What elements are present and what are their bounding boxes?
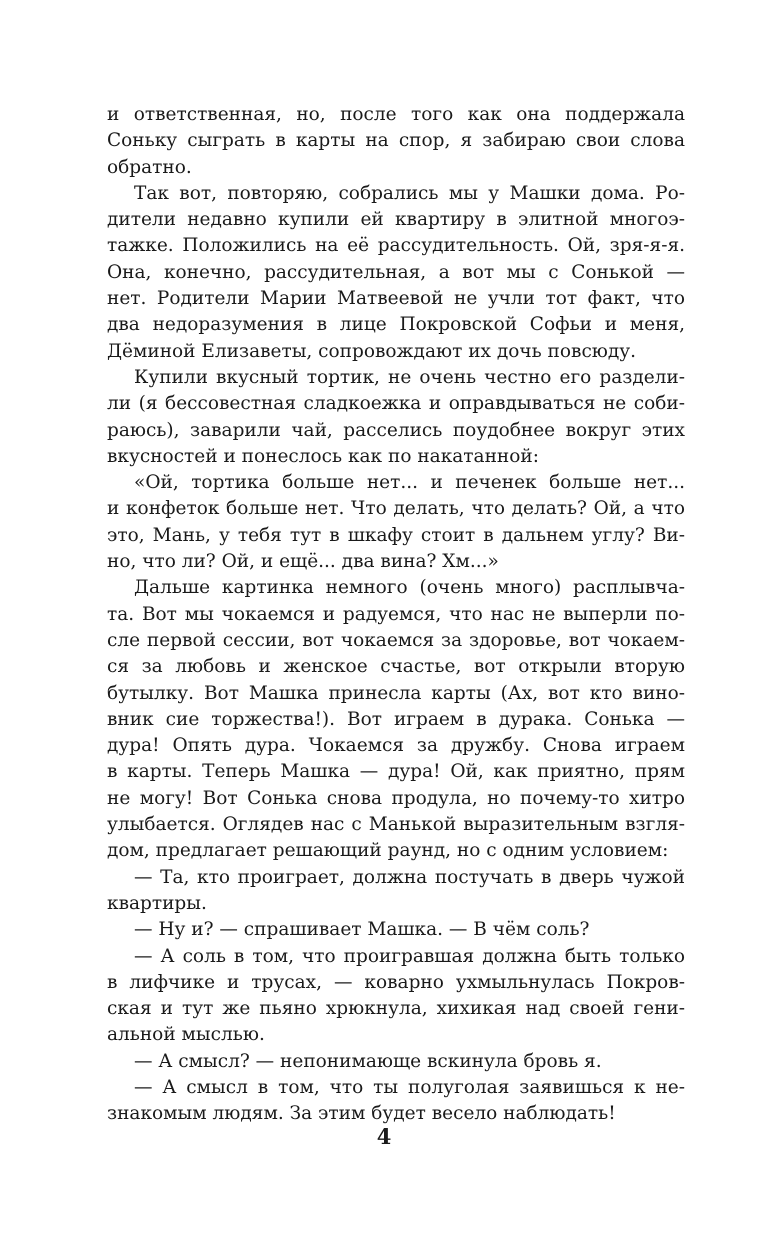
- text-line: Дальше картинка немного (очень много) расплывча-: [134, 577, 685, 599]
- text-line: дители недавно купили ей квартиру в элитной многоэ-: [107, 209, 685, 231]
- text-line: в лифчике и трусах, — коварно ухмыльнулась Покров-: [107, 971, 685, 993]
- text-line: и конфеток больше нет. Что делать, что делать? Ой, а что: [107, 498, 685, 520]
- text-line: дура! Опять дура. Чокаемся за дружбу. Снова играем: [107, 735, 685, 757]
- page-number: 4: [376, 1124, 392, 1149]
- text-line: два недоразумения в лице Покровской Софьи и меня,: [107, 314, 685, 336]
- text-line: вкусностей и понеслось как по накатанной:: [107, 445, 539, 467]
- text-line: Она, конечно, рассудительная, а вот мы с Сонькой —: [107, 261, 685, 283]
- text-line: альной мыслью.: [107, 1024, 265, 1046]
- text-line: Купили вкусный тортик, не очень честно его раздели-: [134, 366, 685, 388]
- text-line: нет. Родители Марии Матвеевой не учли тот факт, что: [107, 288, 685, 310]
- text-line: это, Мань, у тебя тут в шкафу стоит в дальнем углу? Ви-: [107, 524, 685, 546]
- text-line: та. Вот мы чокаемся и радуемся, что нас не выперли по-: [107, 603, 685, 625]
- text-line: раюсь), заварили чай, расселись поудобнее вокруг этих: [107, 419, 685, 441]
- text-line: — А смысл? — непонимающе вскинула бровь я.: [134, 1050, 602, 1072]
- text-line: в карты. Теперь Машка — дура! Ой, как приятно, прям: [107, 761, 685, 783]
- text-line: и ответственная, но, после того как она поддержала: [107, 104, 685, 125]
- text-line: тажке. Положились на её рассудительность. Ой, зря-я-я.: [107, 235, 685, 257]
- text-line: — Та, кто проиграет, должна постучать в дверь чужой: [134, 866, 685, 888]
- text-line: знакомым людям. За этим будет весело наблюдать!: [107, 1103, 616, 1125]
- text-line: обратно.: [107, 156, 192, 178]
- text-line: Так вот, повторяю, собрались мы у Машки дома. Ро-: [134, 182, 685, 204]
- text-line: ли (я бессовестная сладкоежка и оправдываться не соби-: [107, 393, 685, 415]
- text-line: «Ой, тортика больше нет... и печенек больше нет...: [134, 472, 685, 494]
- text-line: — А смысл в том, что ты полуголая заявишься к не-: [134, 1076, 685, 1098]
- text-line: вник сие торжества!). Вот играем в дурака. Сонька —: [107, 708, 685, 730]
- text-line: сле первой сессии, вот чокаемся за здоровье, вот чокаем-: [107, 629, 685, 651]
- text-line: дом, предлагает решающий раунд, но с одним условием:: [107, 840, 669, 862]
- text-line: не могу! Вот Сонька снова продула, но почему-то хитро: [107, 787, 685, 809]
- text-line: бутылку. Вот Машка принесла карты (Ах, вот кто вино-: [107, 682, 685, 704]
- text-line: квартиры.: [107, 892, 207, 914]
- text-line: Дёминой Елизаветы, сопровождают их дочь повсюду.: [107, 340, 637, 362]
- text-line: Соньку сыграть в карты на спор, я забираю свои слова: [107, 130, 685, 152]
- text-line: но, что ли? Ой, и ещё... два вина? Хм...»: [107, 551, 499, 573]
- text-line: улыбается. Оглядев нас с Манькой выразительным взгля-: [107, 814, 685, 836]
- text-line: ся за любовь и женское счастье, вот открыли вторую: [107, 656, 685, 678]
- text-line: — А соль в том, что проигравшая должна быть только: [134, 945, 685, 967]
- body-text: [107, 102, 685, 1128]
- text-line: ская и тут же пьяно хрюкнула, хихикая над своей гени-: [107, 998, 685, 1020]
- text-line: — Ну и? — спрашивает Машка. — В чём соль?: [134, 919, 590, 941]
